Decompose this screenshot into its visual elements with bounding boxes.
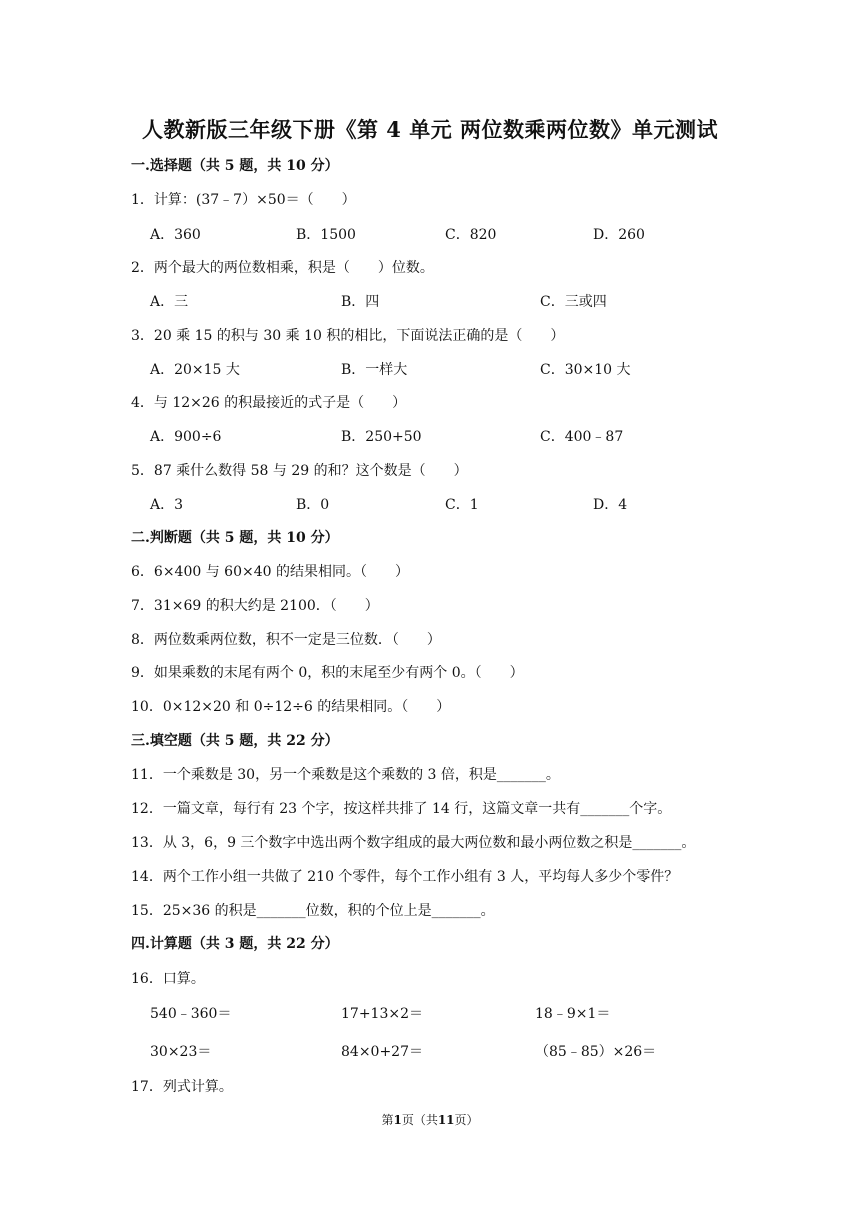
- q1-option-a: A．360: [150, 227, 201, 243]
- footer-prefix: 第: [381, 1113, 394, 1127]
- question-10: 10．0×12×20 和 0÷12÷6 的结果相同。（ ）: [131, 699, 451, 715]
- question-17: 17．列式计算。: [131, 1079, 233, 1095]
- q2-option-c: C．三或四: [540, 294, 607, 310]
- section-heading-judgment: 二.判断题（共 5 题，共 10 分）: [131, 530, 339, 546]
- q5-option-a: A．3: [150, 497, 184, 513]
- question-13: 13．从 3，6，9 三个数字中选出两个数字组成的最大两位数和最小两位数之积是_______。: [131, 835, 696, 851]
- section-heading-calculation: 四.计算题（共 3 题，共 22 分）: [131, 936, 339, 952]
- question-11: 11．一个乘数是 30，另一个乘数是这个乘数的 3 倍，积是_______。: [131, 767, 560, 783]
- q1-option-c: C．820: [445, 227, 497, 243]
- q3-option-b: B．一样大: [341, 362, 408, 378]
- footer-page-number: 1: [393, 1113, 402, 1127]
- question-8: 8．两位数乘两位数，积不一定是三位数．（ ）: [131, 632, 441, 648]
- q4-option-c: C．400﹣87: [540, 429, 624, 445]
- section-heading-fill-in: 三.填空题（共 5 题，共 22 分）: [131, 733, 339, 749]
- q4-option-b: B．250+50: [341, 429, 422, 445]
- q16-item-3: 18﹣9×1＝: [535, 1006, 611, 1022]
- q16-item-6: （85﹣85）×26＝: [535, 1044, 657, 1060]
- question-15: 15．25×36 的积是_______位数，积的个位上是_______。: [131, 903, 495, 919]
- q1-option-b: B．1500: [296, 227, 356, 243]
- footer-middle: 页（共: [401, 1113, 438, 1127]
- question-7: 7．31×69 的积大约是 2100．（ ）: [131, 598, 379, 614]
- question-9: 9．如果乘数的末尾有两个 0，积的末尾至少有两个 0。（ ）: [131, 665, 524, 681]
- question-4: 4．与 12×26 的积最接近的式子是（ ）: [131, 395, 407, 411]
- question-1: 1．计算：(37﹣7）×50＝（ ）: [131, 192, 356, 208]
- q5-option-b: B．0: [296, 497, 330, 513]
- q5-option-c: C．1: [445, 497, 479, 513]
- question-14: 14．两个工作小组一共做了 210 个零件，每个工作小组有 3 人，平均每人多少个零件？: [131, 869, 679, 885]
- q16-item-1: 540﹣360＝: [150, 1006, 232, 1022]
- question-2: 2．两个最大的两位数相乘，积是（ ）位数。: [131, 260, 434, 276]
- question-16: 16．口算。: [131, 971, 205, 987]
- q16-item-5: 84×0+27＝: [341, 1044, 423, 1060]
- section-heading-choice: 一.选择题（共 5 题，共 10 分）: [131, 158, 339, 174]
- footer-suffix: 页）: [454, 1113, 479, 1127]
- q5-option-d: D．4: [593, 497, 628, 513]
- question-5: 5．87 乘什么数得 58 与 29 的和？这个数是（ ）: [131, 463, 468, 479]
- q3-option-a: A．20×15 大: [150, 362, 240, 378]
- q4-option-a: A．900÷6: [150, 429, 222, 445]
- q1-option-d: D．260: [593, 227, 645, 243]
- footer-total-pages: 11: [437, 1113, 455, 1127]
- page-footer: [0, 1111, 860, 1128]
- q3-option-c: C．30×10 大: [540, 362, 631, 378]
- q16-item-4: 30×23＝: [150, 1044, 212, 1060]
- q2-option-b: B．四: [341, 294, 380, 310]
- question-12: 12．一篇文章，每行有 23 个字，按这样共排了 14 行，这篇文章一共有_______个字。: [131, 801, 672, 817]
- q2-option-a: A．三: [150, 294, 189, 310]
- question-3: 3．20 乘 15 的积与 30 乘 10 积的相比，下面说法正确的是（ ）: [131, 328, 565, 344]
- q16-item-2: 17+13×2＝: [341, 1006, 423, 1022]
- question-6: 6．6×400 与 60×40 的结果相同。（ ）: [131, 564, 409, 580]
- document-title: 人教新版三年级下册《第 4 单元 两位数乘两位数》单元测试: [141, 117, 719, 142]
